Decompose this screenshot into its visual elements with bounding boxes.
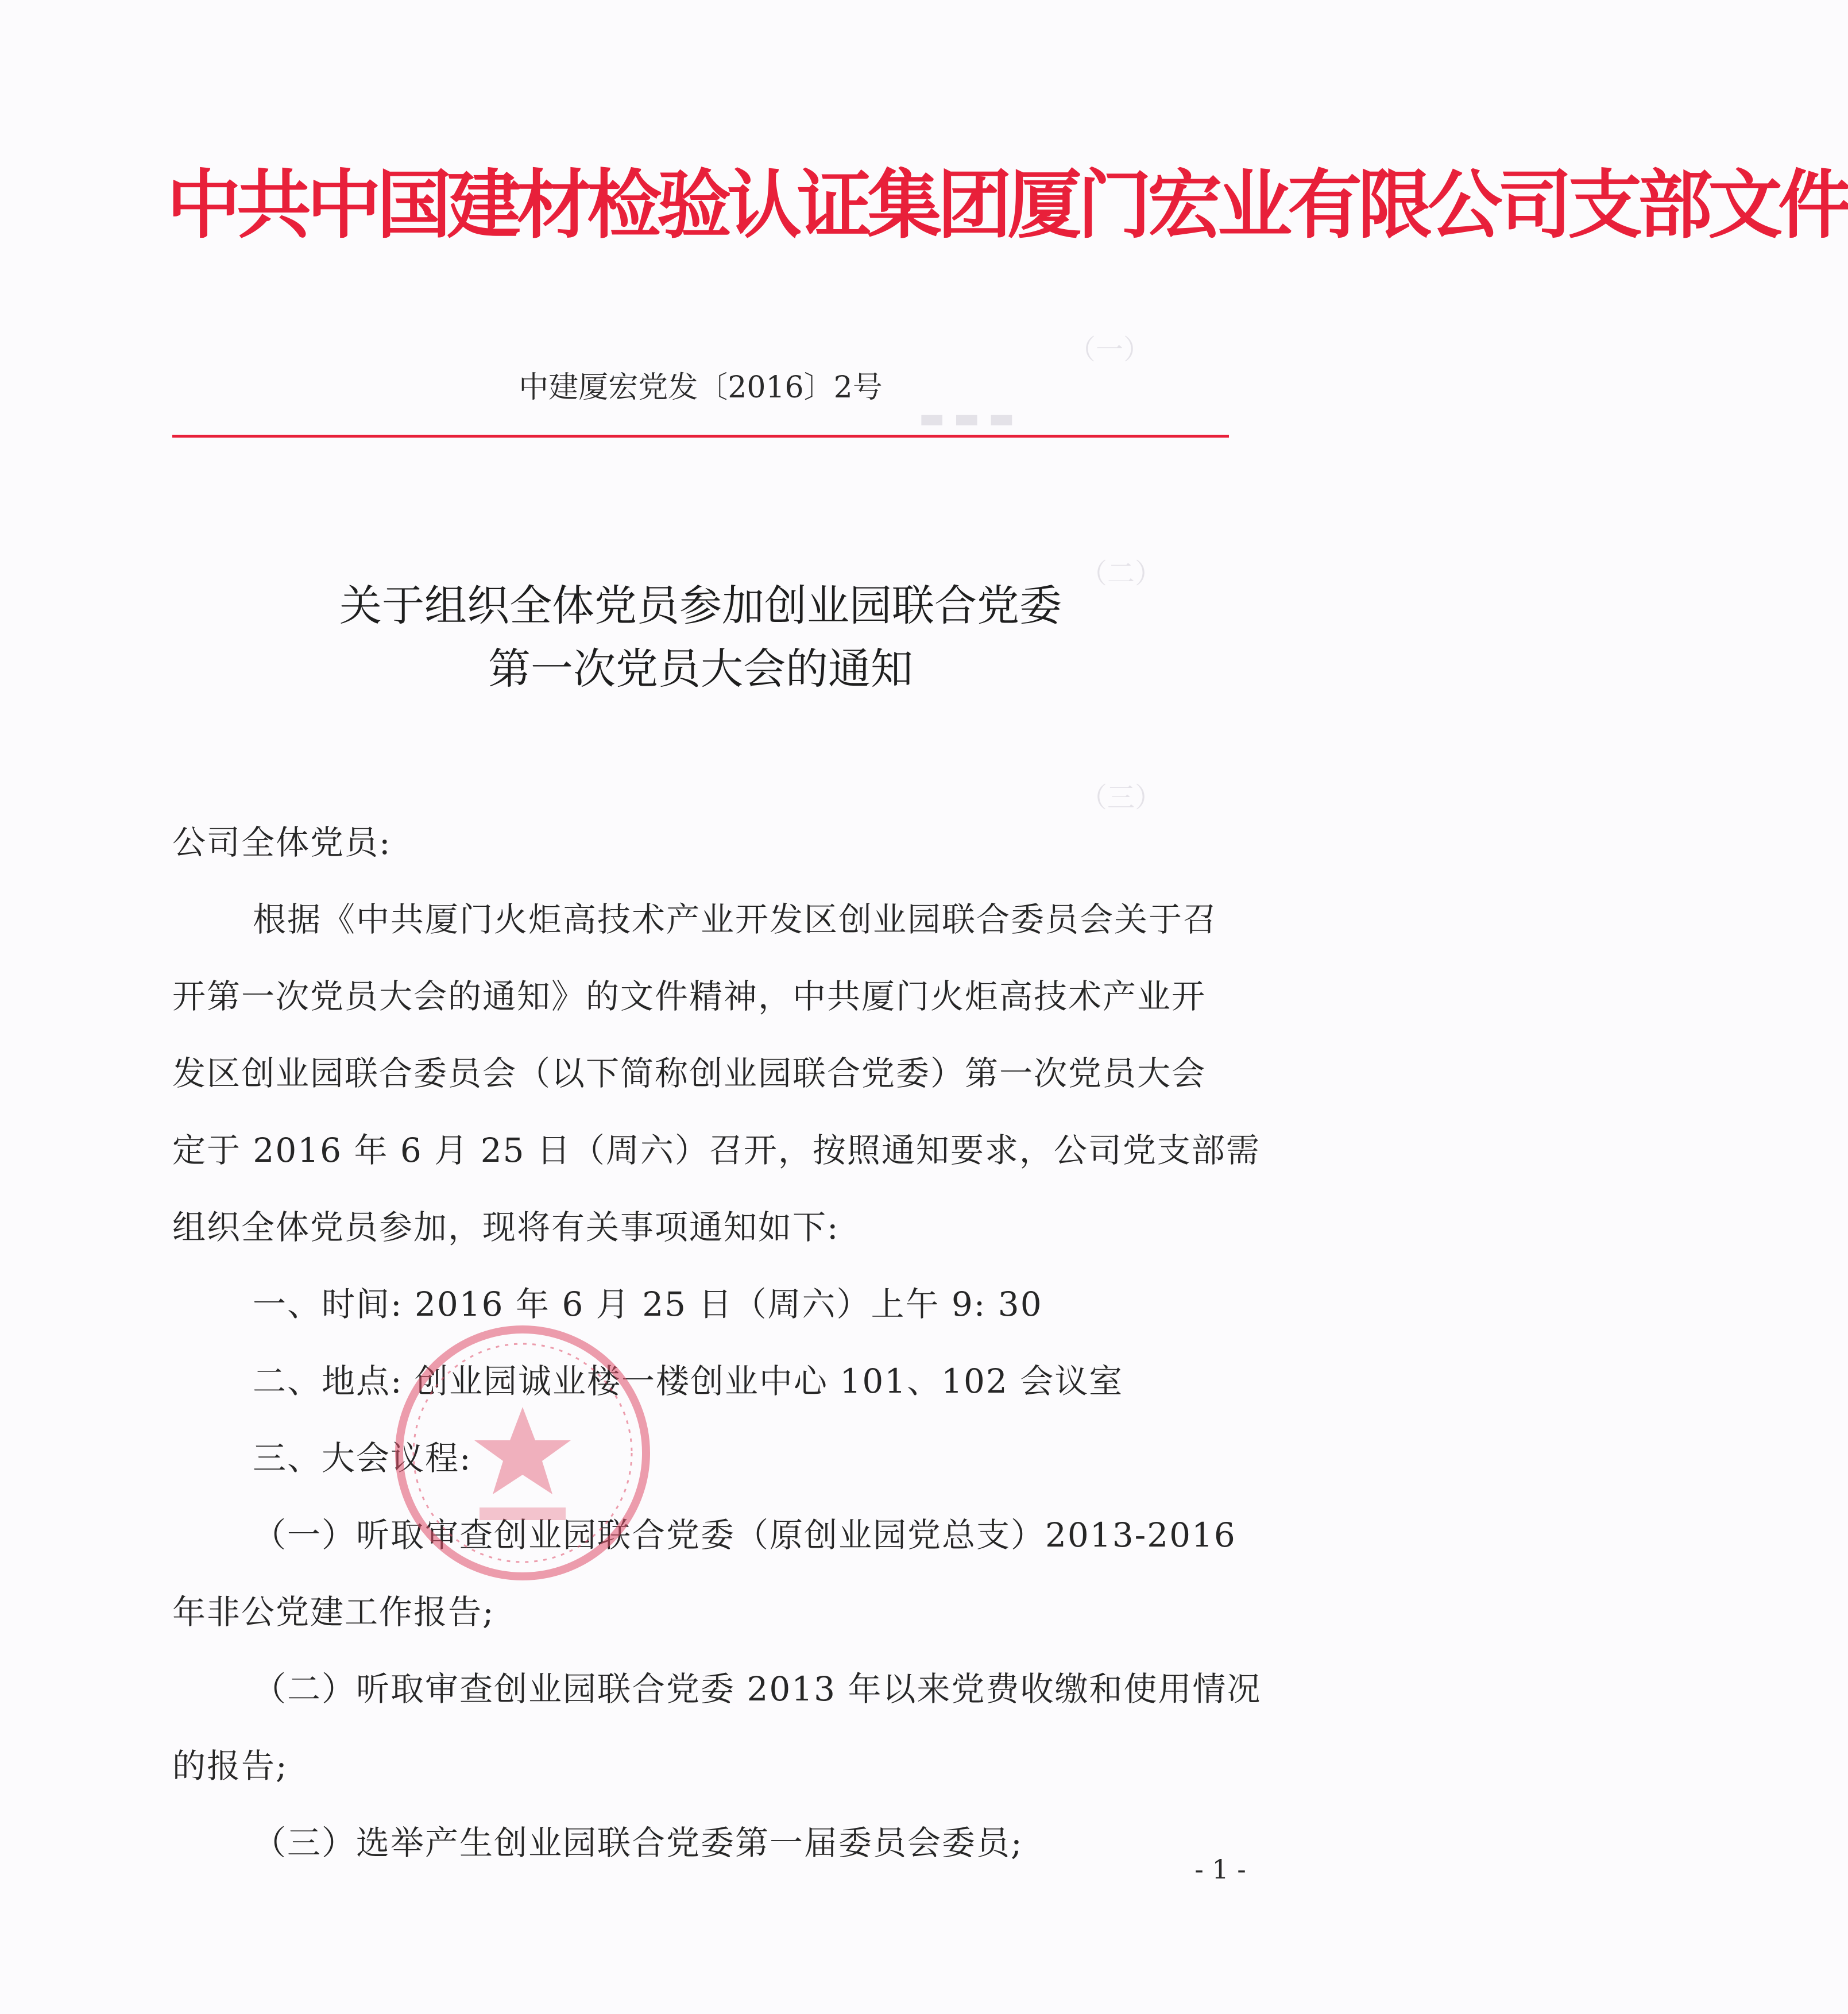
bleed-through-mark: （二）	[1080, 558, 1163, 590]
bleed-through-mark: ▬ ▬ ▬	[919, 402, 1015, 434]
agenda-item-2-cont: 的报告;	[172, 1746, 288, 1785]
agenda-item-3: （三）选举产生创业园联合党委第一届委员会委员;	[253, 1823, 1023, 1862]
red-divider-line	[172, 435, 1229, 438]
item-agenda: 三、大会议程:	[253, 1439, 472, 1478]
notice-body	[172, 804, 1315, 1881]
item-place: 二、地点: 创业园诚业楼一楼创业中心 101、102 会议室	[253, 1362, 1124, 1401]
document-header-title: 中共中国建材检验认证集团厦门宏业有限公司支部文件	[167, 161, 1848, 249]
bleed-through-mark: （三）	[1080, 782, 1163, 814]
document-number: 中建厦宏党发〔2016〕2号	[519, 370, 883, 405]
notice-title-line-2: 第一次党员大会的通知	[488, 644, 913, 694]
agenda-item-1: （一）听取审查创业园联合党委（原创业园党总支）2013-2016	[253, 1516, 1236, 1555]
paragraph-line: 定于 2016 年 6 月 25 日（周六）召开，按照通知要求，公司党支部需	[172, 1131, 1261, 1170]
item-time: 一、时间: 2016 年 6 月 25 日（周六）上午 9: 30	[253, 1285, 1043, 1324]
paragraph-line: 组织全体党员参加，现将有关事项通知如下:	[172, 1208, 840, 1247]
agenda-item-1-cont: 年非公党建工作报告;	[172, 1592, 495, 1632]
agenda-item-2: （二）听取审查创业园联合党委 2013 年以来党费收缴和使用情况	[253, 1669, 1262, 1708]
paragraph-line: 根据《中共厦门火炬高技术产业开发区创业园联合委员会关于召	[253, 900, 1218, 939]
bleed-through-mark: （一）	[1068, 334, 1151, 366]
paragraph-line: 发区创业园联合委员会（以下简称创业园联合党委）第一次党员大会	[172, 1054, 1207, 1093]
notice-title-line-1: 关于组织全体党员参加创业园联合党委	[339, 581, 1062, 631]
page-number: - 1 -	[1194, 1854, 1246, 1885]
notice-title	[172, 574, 1229, 701]
salutation: 公司全体党员:	[172, 823, 392, 862]
paragraph-line: 开第一次党员大会的通知》的文件精神，中共厦门火炬高技术产业开	[172, 977, 1207, 1016]
official-seal-icon	[379, 1309, 666, 1596]
